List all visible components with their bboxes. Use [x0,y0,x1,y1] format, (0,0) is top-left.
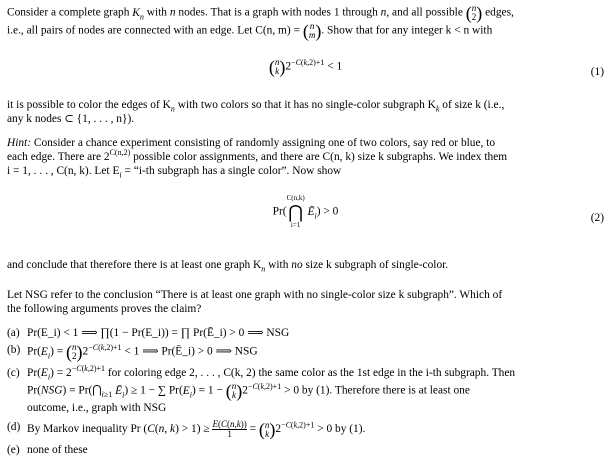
option-c-text-line2: > 0 by (1). Therefore there is at least one [284,384,470,397]
option-c-cont [7,382,604,400]
intro-paragraph-line2: i.e., all pairs of nodes are connected with an edge. Let C(n, m) = ( n m ). Show that for any integer k < n with [7,21,493,41]
option-c-line1: $Pr(E_i) = 2^{-C(k,2)+1}$ for coloring edge 2, . . . , C(k, 2) the same color as the 1st edge in the i-th subgraph. Then [27,364,516,382]
coloring-text-a: it is possible to color the edges of K [7,99,171,111]
option-a-text: Pr(E_i) < 1 ⟹ ∏(1 − Pr(E_i)) = ∏ Pr(Ē_i) > 0 ⟹ NSG [27,327,290,339]
intro-text-c: nodes. That is a graph with nodes 1 through [175,6,381,19]
equation-1-number: (1) [590,66,604,78]
hint-line2 [7,150,604,164]
hint-label: Hint: [7,137,32,149]
equation-2-lower-limit: i=1 [290,221,301,229]
definition-text: i.e., all pairs of nodes are connected with an edge. Let C(n, m) = [7,24,303,37]
equation-2-math: Pr( C(n,k) ⋂ i=1 $Ē_i) > 0$ [272,194,339,229]
conclusion-text-d: size k subgraph of single-color. [302,259,449,271]
intro-text-d: , and all possible [386,6,466,19]
coloring-text-b: with two colors so that it has no single-color subgraph K [174,99,436,111]
question-line1: Let NSG refer to the conclusion “There is at least one graph with no single-color size k subgraph”. Which of [7,289,503,301]
intro-text-b: with [143,6,170,19]
option-b[interactable] [7,343,604,361]
option-c-line2: $Pr(NSG) = Pr(⋂_{i\ge 1}$ $Ē_i) \ge 1$ − ∑ $Pr(E_i) = 1$ − ( n k )$2^{-C(k,2)+1} > 0$ by (1). Therefore there is at least one [27,381,470,401]
intro-paragraph: Consider a complete graph $K_n$ with n nodes. That is a graph with nodes 1 through n, and all possible ( n 2 ) edges, [7,3,514,23]
intro-text-a: Consider a complete graph [7,6,133,19]
option-d[interactable] [7,420,604,439]
coloring-text-c: of size k (i.e., [439,99,505,111]
option-d-tail: > 0 by (1). [317,423,366,436]
option-b-text: $Pr(E_i)$ = ( n 2 )$2^{-C(k,2)+1} < 1$ ⟹ Pr(Ē_i) > 0 ⟹ NSG [27,342,258,362]
hint-paragraph [7,136,604,150]
condition-text: . Show that for any integer k < n with [321,24,493,37]
hint-text-line3b: = “i-th subgraph has a single color”. Now show [121,165,342,177]
equation-1 [7,58,604,88]
option-d-lead: By Markov inequality [27,423,128,436]
hint-line3: i = 1, . . . , C(n, k). Let $E_i$ = “i-th subgraph has a single color”. Now show [7,165,342,180]
hint-text-line1: Consider a chance experiment consisting of randomly assigning one of two colors, say red or blue, to [31,137,496,149]
hint-exponent: C(n,2) [109,148,131,158]
option-c-cont2 [7,401,604,415]
coloring-text-line2: any k nodes ⊂ {1, . . . , n}). [7,113,135,125]
coloring-paragraph: it is possible to color the edges of $K_n$ with two colors so that it has no single-color subgraph $K_k$ of size k (i.e., [7,99,505,114]
option-c[interactable] [7,366,604,380]
option-a[interactable] [7,326,604,340]
intro-text-e: edges, [482,6,514,19]
conclusion-text-b: with [265,259,292,271]
equation-1-math: ( n k )$2^{-C(k,2)+1} < 1$ [268,57,343,77]
conclusion-emphasis: no [291,259,303,271]
option-d-label: (d) [7,421,21,433]
option-b-label: (b) [7,344,21,356]
equation-1-rhs: < 1 [327,60,343,73]
conclusion-line: and conclude that therefore there is at least one graph $K_n$ with no size k subgraph of single-color. [7,259,449,274]
option-b-tail: ⟹ Pr(Ē_i) > 0 ⟹ NSG [142,345,258,358]
equation-2-number: (2) [590,212,604,224]
option-e-label: (e) [7,444,20,456]
hint-text-line2a: each edge. There are 2 [7,151,110,163]
option-e[interactable] [7,443,604,457]
option-c-text-line1: for coloring edge 2, . . . , C(k, 2) the same color as the 1st edge in the i-th subgraph. Then [107,367,516,379]
conclusion-text-a: and conclude that therefore there is at least one graph K [7,259,262,271]
hint-text-line3: i = 1, . . . , C(n, k). Let E [7,165,120,177]
option-e-text: none of these [27,444,88,456]
option-c-text-line3: outcome, i.e., graph with NSG [27,402,167,414]
option-a-label: (a) [7,327,20,339]
question-line2: the following arguments proves the claim? [7,303,202,315]
option-d-text: By Markov inequality Pr (C(n, k) > 1) ≥ $\frac{E(C(n,k))}{1}$ = ( n k )$2^{-C(k,2)+1} > 0$ by (1). [27,419,366,440]
hint-text-line2b: possible color assignments, and there are C(n, k) size k subgraphs. We index them [130,151,508,163]
equation-2 [7,194,604,240]
equation-2-upper-limit: C(n,k) [286,194,305,202]
option-c-label: (c) [7,367,20,379]
